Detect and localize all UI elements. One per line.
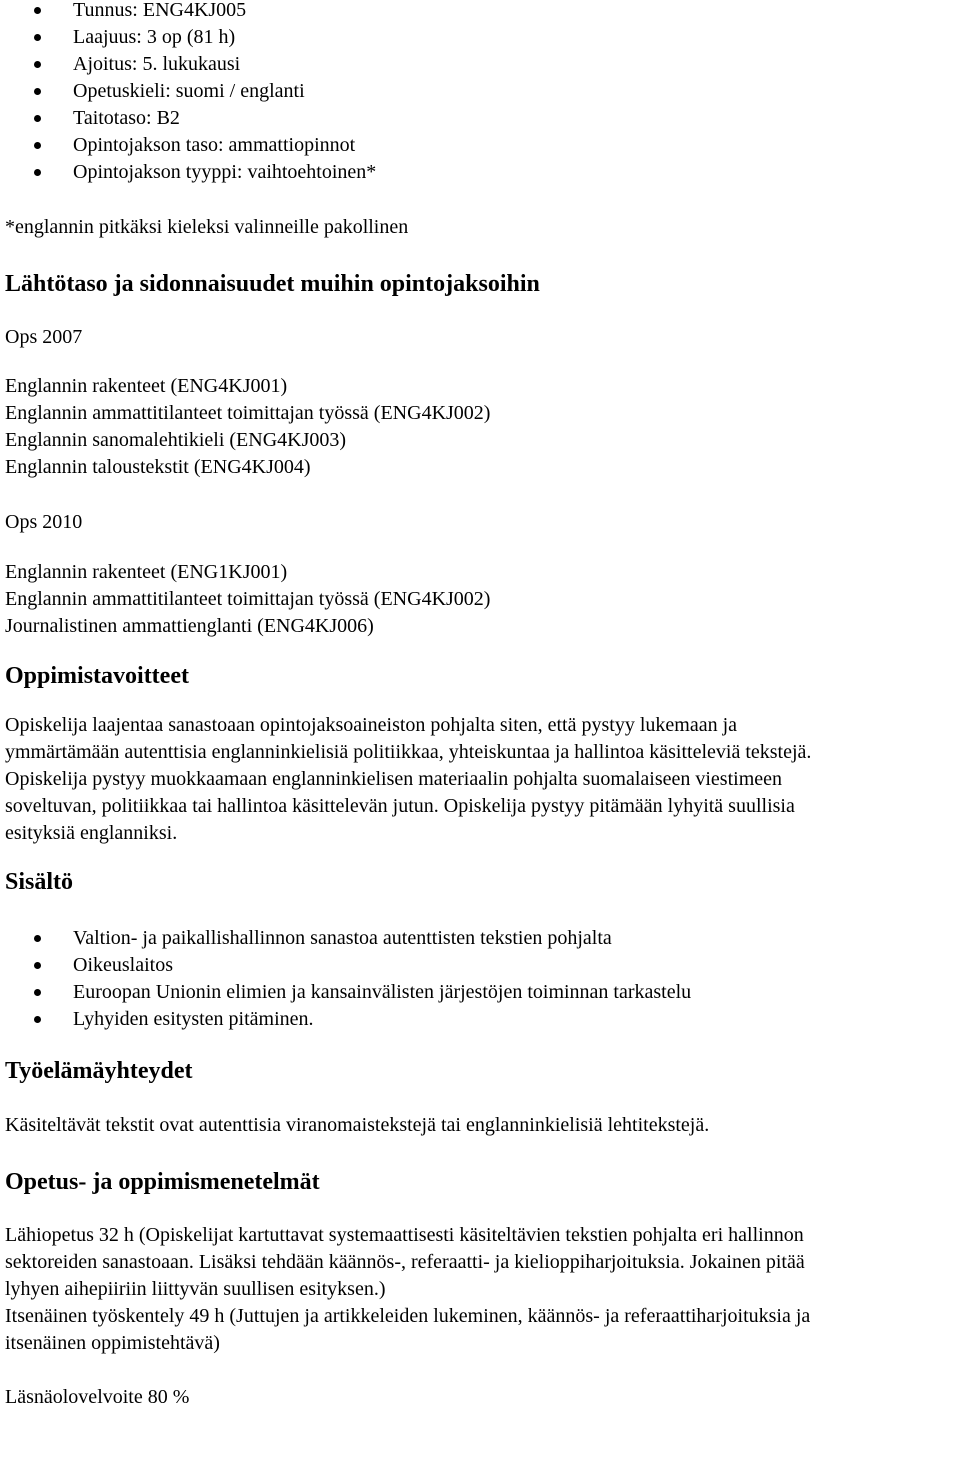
paragraph-line: esityksiä englanniksi. [5, 822, 178, 844]
section-heading-objectives: Oppimistavoitteet [5, 663, 189, 689]
bullet-icon [34, 1016, 41, 1023]
paragraph-line: Opiskelija laajentaa sanastoaan opintojaksoaineiston pohjalta siten, että pystyy lukemaan ja [5, 714, 738, 736]
bullet-icon [34, 115, 41, 122]
list-item-text: Ajoitus: 5. lukukausi [73, 53, 241, 75]
ops-2007-label: Ops 2007 [5, 326, 83, 348]
bullet-icon [34, 34, 41, 41]
paragraph-line: soveltuvan, politiikkaa tai hallintoa käsittelevän jutun. Opiskelija pystyy pitämään lyhyitä suullisia [5, 795, 795, 817]
list-item [5, 105, 955, 132]
list-item [5, 132, 955, 159]
objectives-paragraph [5, 712, 955, 847]
bullet-icon [34, 169, 41, 176]
list-item: Englannin rakenteet (ENG1KJ001) [5, 561, 288, 583]
list-item [5, 979, 955, 1006]
list-item-text: Oikeuslaitos [73, 954, 173, 976]
list-item [5, 24, 955, 51]
list-item [5, 952, 955, 979]
bullet-icon [34, 989, 41, 996]
list-item [5, 0, 955, 24]
list-item-text: Opintojakson taso: ammattiopinnot [73, 134, 356, 156]
bullet-icon [34, 142, 41, 149]
list-item [5, 159, 955, 186]
list-item [5, 1006, 955, 1033]
paragraph-line: sektoreiden sanastoaan. Lisäksi tehdään käännös-, referaatti- ja kielioppiharjoituksia. Jokainen pitää [5, 1251, 805, 1273]
bullet-icon [34, 7, 41, 14]
section-heading-prerequisites: Lähtötaso ja sidonnaisuudet muihin opintojaksoihin [5, 271, 540, 297]
list-item-text: Laajuus: 3 op (81 h) [73, 26, 236, 48]
paragraph-line: itsenäinen oppimistehtävä) [5, 1332, 220, 1354]
list-item: Englannin ammattitilanteet toimittajan työssä (ENG4KJ002) [5, 402, 491, 424]
list-item [5, 925, 955, 952]
ops-2010-list [5, 559, 955, 640]
list-item-text: Valtion- ja paikallishallinnon sanastoa autenttisten tekstien pohjalta [73, 927, 612, 949]
paragraph-line: lyhyen aihepiiriin liittyvän suullisen esityksen.) [5, 1278, 386, 1300]
list-item-text: Taitotaso: B2 [73, 107, 180, 129]
list-item-text: Lyhyiden esitysten pitäminen. [73, 1008, 314, 1030]
list-item-text: Opintojakson tyyppi: vaihtoehtoinen* [73, 161, 377, 183]
bullet-icon [34, 61, 41, 68]
list-item-text: Tunnus: ENG4KJ005 [73, 0, 247, 21]
paragraph-line: Itsenäinen työskentely 49 h (Juttujen ja artikkeleiden lukeminen, käännös- ja referaattiharjoituksia ja [5, 1305, 811, 1327]
list-item-text: Euroopan Unionin elimien ja kansainvälisten järjestöjen toiminnan tarkastelu [73, 981, 692, 1003]
list-item [5, 51, 955, 78]
worklife-text: Käsiteltävät tekstit ovat autenttisia viranomaistekstejä tai englanninkielisiä lehtitekstejä. [5, 1114, 710, 1136]
course-info-list [5, 0, 955, 186]
paragraph-line: ymmärtämään autenttisia englanninkielisiä politiikkaa, yhteiskuntaa ja hallintoa käsitteleviä tekstejä. [5, 741, 812, 763]
ops-2007-list [5, 373, 955, 481]
list-item: Journalistinen ammattienglanti (ENG4KJ006) [5, 615, 374, 637]
section-heading-worklife: Työelämäyhteydet [5, 1058, 193, 1084]
footnote: *englannin pitkäksi kieleksi valinneille pakollinen [5, 216, 409, 238]
paragraph-line: Lähiopetus 32 h (Opiskelijat kartuttavat systemaattisesti käsiteltävien tekstien pohjalta eri hallinnon [5, 1224, 804, 1246]
paragraph-line: Opiskelija pystyy muokkaamaan englanninkielisen materiaalin pohjalta suomalaiseen viestimeen [5, 768, 783, 790]
list-item [5, 78, 955, 105]
list-item-text: Opetuskieli: suomi / englanti [73, 80, 305, 102]
section-heading-content: Sisältö [5, 869, 74, 895]
bullet-icon [34, 935, 41, 942]
document [5, 0, 955, 1411]
list-item: Englannin ammattitilanteet toimittajan työssä (ENG4KJ002) [5, 588, 491, 610]
ops-2010-label: Ops 2010 [5, 511, 83, 533]
section-heading-methods: Opetus- ja oppimismenetelmät [5, 1169, 320, 1195]
list-item: Englannin taloustekstit (ENG4KJ004) [5, 456, 311, 478]
list-item: Englannin rakenteet (ENG4KJ001) [5, 375, 288, 397]
content-list [5, 925, 955, 1033]
bullet-icon [34, 88, 41, 95]
methods-paragraph [5, 1222, 955, 1357]
bullet-icon [34, 962, 41, 969]
attendance-requirement: Läsnäolovelvoite 80 % [5, 1386, 190, 1408]
list-item: Englannin sanomalehtikieli (ENG4KJ003) [5, 429, 347, 451]
